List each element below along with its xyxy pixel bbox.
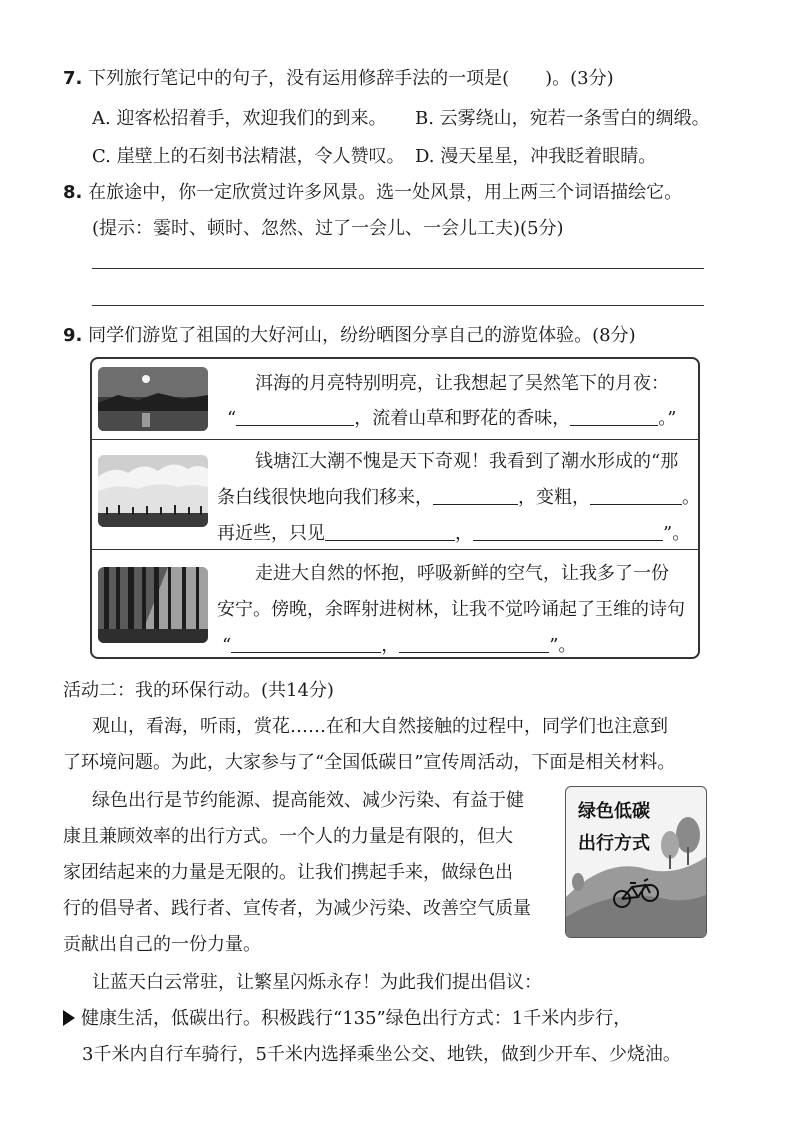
question-text: 在旅途中，你一定欣赏过许多风景。选一处风景，用上两三个词语描绘它。 (88, 182, 683, 203)
question-7-stem (63, 64, 614, 90)
question-8-stem (63, 178, 682, 204)
moon-lake-photo (98, 367, 208, 431)
divider (92, 439, 698, 440)
fill-text: ，变粗， (518, 487, 590, 508)
quote-open: “ (227, 408, 237, 429)
fill-text: 。 (682, 487, 700, 508)
panel-1-fill (227, 404, 676, 430)
green-travel-card (565, 786, 707, 938)
blank-8[interactable] (399, 634, 549, 653)
panel-2-fill-b (217, 519, 690, 545)
activity-2-title: 活动二：我的环保行动。(共14分) (63, 680, 334, 701)
forest-photo (98, 567, 208, 643)
blank-4[interactable] (590, 486, 682, 505)
answer-line-1[interactable] (92, 268, 704, 269)
fill-text: ， (381, 635, 400, 656)
material-line-2: 康且兼顾效率的出行方式。一个人的力量是有限的，但大 (63, 826, 513, 847)
material-line-4: 行的倡导者、践行者、宣传者，为减少污染、改善空气质量 (63, 898, 531, 919)
activity-2-para-line-2: 了环境问题。为此，大家参与了“全国低碳日”宣传周活动，下面是相关材料。 (63, 752, 676, 773)
triangle-bullet-icon (63, 1010, 75, 1026)
bullet-1-line-1 (63, 1004, 631, 1030)
fill-text: ， (455, 523, 473, 544)
quote-close: 。” (658, 408, 677, 429)
panel-3-fill (222, 631, 576, 657)
bullet-1-line-2: 3千米内自行车骑行，5千米内选择乘坐公交、地铁，做到少开车、少烧油。 (82, 1044, 681, 1065)
bullet-text: 健康生活，低碳出行。积极践行“135”绿色出行方式：1千米内步行， (81, 1008, 632, 1029)
answer-line-2[interactable] (92, 305, 704, 306)
blank-2[interactable] (570, 407, 658, 426)
question-number: 8. (63, 182, 83, 203)
panel-3-intro: 走进大自然的怀抱，呼吸新鲜的空气，让我多了一份 (255, 563, 669, 584)
travel-photo-box (90, 357, 700, 659)
fill-text: 再近些，只见 (217, 523, 325, 544)
fill-text: ，流着山草和野花的香味， (354, 408, 571, 429)
blank-6[interactable] (473, 522, 663, 541)
panel-3-line2: 安宁。傍晚，余晖射进树林，让我不觉吟诵起了王维的诗句 (217, 599, 685, 620)
material-line-1: 绿色出行是节约能源、提高能效、减少污染、有益于健 (92, 790, 524, 811)
option-a: A. 迎客松招着手，欢迎我们的到来。 (92, 108, 387, 129)
material-line-5: 贡献出自己的一份力量。 (63, 934, 261, 955)
fill-text: 条白线很快地向我们移来， (217, 487, 433, 508)
option-d: D. 漫天星星，冲我眨着眼睛。 (415, 146, 657, 167)
panel-2-fill-a (217, 483, 700, 509)
panel-2-intro: 钱塘江大潮不愧是天下奇观！我看到了潮水形成的“那 (255, 451, 679, 472)
divider (92, 549, 698, 550)
panel-1-intro: 洱海的月亮特别明亮，让我想起了吴然笔下的月夜： (255, 373, 669, 394)
option-c: C. 崖壁上的石刻书法精湛，令人赞叹。 (92, 146, 405, 167)
blank-5[interactable] (325, 522, 455, 541)
question-text: 下列旅行笔记中的句子，没有运用修辞手法的一项是( )。(3分) (88, 68, 614, 89)
question-8-hint: (提示：霎时、顿时、忽然、过了一会儿、一会儿工夫)(5分) (92, 218, 564, 239)
call-to-action: 让蓝天白云常驻，让繁星闪烁永存！为此我们提出倡议： (92, 972, 542, 993)
card-title-line-2: 出行方式 (578, 833, 650, 854)
question-number: 9. (63, 325, 83, 346)
question-9-stem (63, 321, 636, 347)
card-title-line-1: 绿色低碳 (578, 801, 650, 822)
blank-7[interactable] (231, 634, 381, 653)
blank-1[interactable] (236, 407, 354, 426)
option-b: B. 云雾绕山，宛若一条雪白的绸缎。 (415, 108, 710, 129)
material-line-3: 家团结起来的力量是无限的。让我们携起手来，做绿色出 (63, 862, 513, 883)
activity-2-para-line-1: 观山，看海，听雨，赏花……在和大自然接触的过程中，同学们也注意到 (92, 716, 668, 737)
quote-open: “ (222, 635, 232, 656)
fill-text: ”。 (663, 523, 691, 544)
question-text: 同学们游览了祖国的大好河山，纷纷晒图分享自己的游览体验。(8分) (88, 325, 636, 346)
quote-close: ”。 (549, 635, 577, 656)
tidal-bore-photo (98, 455, 208, 527)
question-number: 7. (63, 68, 83, 89)
blank-3[interactable] (433, 486, 518, 505)
